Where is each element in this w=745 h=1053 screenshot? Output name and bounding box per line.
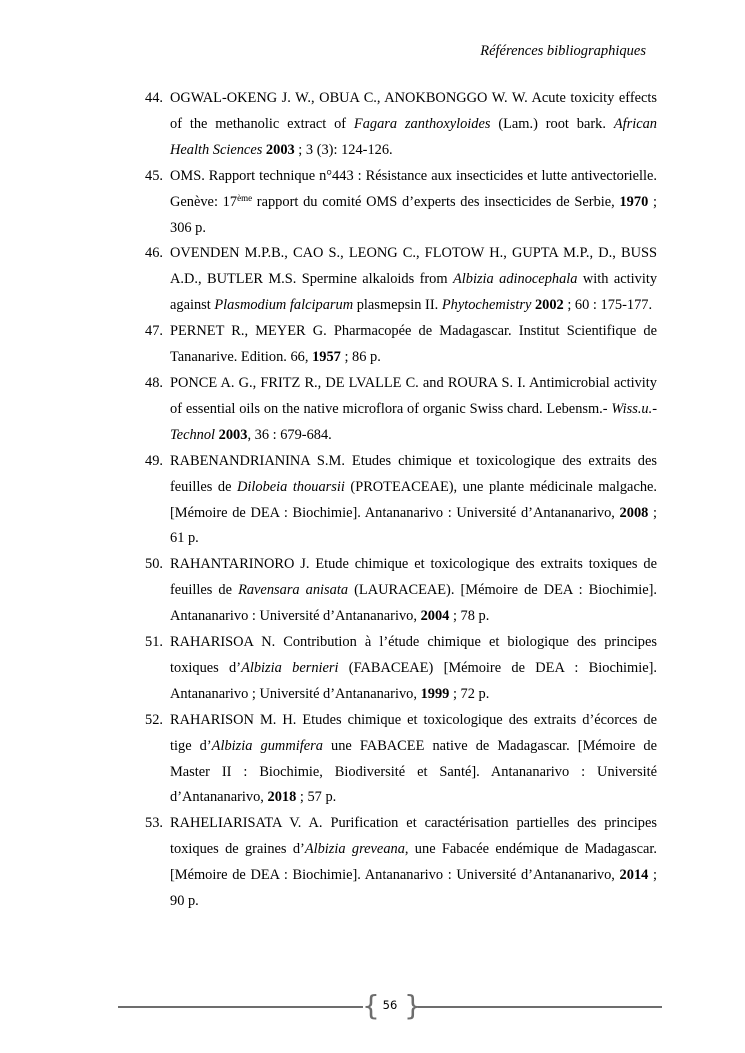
footer-rule-right (418, 1006, 662, 1008)
reference-text: (Lam.) root bark. (490, 115, 614, 132)
reference-year: 2008 (619, 504, 649, 521)
reference-text: ; 90 p. (170, 867, 657, 910)
reference-text: ; 3 (3): 124-126. (294, 141, 393, 158)
reference-text: ; 72 p. (449, 685, 490, 702)
reference-item (145, 241, 657, 319)
reference-text: (LAURACEAE). [Mémoire de DEA : Biochimie]. Antananarivo : Université d’Antananarivo, (170, 582, 657, 625)
species-name: Albizia bernieri (241, 659, 339, 676)
reference-number: 48. (145, 374, 163, 391)
reference-number: 53. (145, 815, 163, 832)
reference-item (145, 164, 657, 242)
reference-text: (PROTEACEAE), une plante médicinale malgache. [Mémoire de DEA : Biochimie]. Antananarivo : Université d’Antananarivo, (170, 478, 658, 521)
reference-item (145, 708, 657, 812)
reference-year: 1999 (420, 685, 450, 702)
reference-text: , une Fabacée endémique de Madagascar. [Mémoire de DEA : Biochimie]. Antananarivo : Université d’Antananarivo, (170, 841, 657, 884)
reference-year: 2014 (619, 867, 649, 884)
running-header: Références bibliographiques (480, 43, 646, 59)
species-name: Ravensara anisata (238, 582, 349, 599)
reference-number: 45. (145, 167, 163, 184)
reference-number: 44. (145, 90, 163, 106)
reference-text: PERNET R., MEYER G. Pharmacopée de Madagascar. Institut Scientifique de Tananarive. Edition. 66, (170, 323, 657, 366)
species-name: Albizia gummifera (211, 737, 323, 754)
reference-year: 2018 (267, 789, 297, 806)
species-name: Fagara zanthoxyloides (353, 115, 491, 132)
reference-year: 2002 (534, 297, 564, 314)
reference-text: RAHARISOA N. Contribution à l’étude chimique et biologique des principes toxiques d’ (170, 634, 657, 676)
reference-text: with activity against (170, 271, 658, 314)
reference-number: 52. (145, 711, 163, 728)
reference-number: 46. (145, 245, 163, 262)
reference-number: 47. (145, 323, 163, 340)
reference-item (145, 86, 657, 164)
reference-text: (FABACEAE) [Mémoire de DEA : Biochimie]. Antananarivo ; Université d’Antananarivo, (170, 659, 657, 702)
reference-year: 1957 (312, 349, 341, 366)
reference-text: RAHELIARISATA V. A. Purification et caractérisation partielles des principes toxiques de graines d’ (170, 815, 657, 858)
reference-year: 2003 (265, 141, 295, 158)
page-number: 56 (382, 998, 398, 1012)
species-name: Albizia adinocephala (452, 271, 578, 288)
reference-number: 49. (145, 452, 163, 469)
reference-list (145, 86, 657, 915)
reference-text: ; 78 p. (449, 608, 490, 625)
reference-item (145, 319, 657, 371)
reference-text: PONCE A. G., FRITZ R., DE LVALLE C. and ROURA S. I. Antimicrobial activity of essential oils on the native microflora of organic Swiss chard. Lebensm.- (170, 374, 657, 417)
reference-text: ; 306 p. (170, 193, 657, 236)
reference-text: RABENANDRIANINA S.M. Etudes chimique et toxicologique des extraits des feuilles de (170, 452, 657, 495)
journal-name: Wiss.u.- Technol (170, 400, 657, 443)
reference-text: rapport du comité OMS d’experts des insecticides de Serbie, (252, 193, 620, 210)
reference-item (145, 630, 657, 708)
reference-item (145, 811, 657, 915)
reference-text: RAHARISON M. H. Etudes chimique et toxicologique des extraits d’écorces de tige d’ (170, 711, 657, 754)
reference-text: ; 86 p. (340, 349, 381, 366)
reference-number: 50. (145, 556, 163, 573)
reference-number: 51. (145, 634, 163, 651)
species-name: Albizia greveana (304, 841, 405, 858)
reference-item (145, 552, 657, 630)
footer-brace-left: { (362, 989, 380, 1022)
species-name: Dilobeia thouarsii (237, 478, 345, 495)
reference-text: ; 57 p. (296, 789, 337, 806)
reference-year: 1970 (619, 193, 649, 210)
footer-brace-right: } (404, 989, 422, 1022)
reference-year: 2003 (218, 426, 248, 443)
reference-text: RAHANTARINORO J. Etude chimique et toxicologique des extraits toxiques de feuilles de (170, 556, 657, 599)
reference-item (145, 371, 657, 449)
journal-name: Phytochemistry (441, 297, 532, 314)
reference-text: une FABACEE native de Madagascar. [Mémoire de Master II : Biochimie, Biodiversité et Santé]. Antananarivo : Université d’Antananarivo, (170, 737, 658, 806)
reference-year: 2004 (420, 608, 450, 625)
journal-name: African Health Sciences (170, 115, 657, 158)
reference-item (145, 449, 657, 553)
reference-text: OMS. Rapport technique n°443 : Résistance aux insecticides et lutte antivectorielle. Genève: 17 (170, 167, 657, 210)
reference-text: ; 60 : 175-177. (563, 297, 653, 314)
species-name: Plasmodium falciparum (214, 297, 354, 314)
reference-text: OGWAL-OKENG J. W., OBUA C., ANOKBONGGO W. W. Acute toxicity effects of the methanolic extract of (170, 90, 657, 132)
reference-text: , 36 : 679-684. (247, 426, 332, 443)
ordinal-superscript: ème (237, 192, 253, 203)
reference-text: OVENDEN M.P.B., CAO S., LEONG C., FLOTOW H., GUPTA M.P., D., BUSS A.D., BUTLER M.S. Spermine alkaloids from (170, 245, 657, 288)
reference-text: plasmepsin II. (353, 297, 442, 314)
reference-text: ; 61 p. (170, 504, 657, 547)
footer-rule-left (118, 1006, 363, 1008)
